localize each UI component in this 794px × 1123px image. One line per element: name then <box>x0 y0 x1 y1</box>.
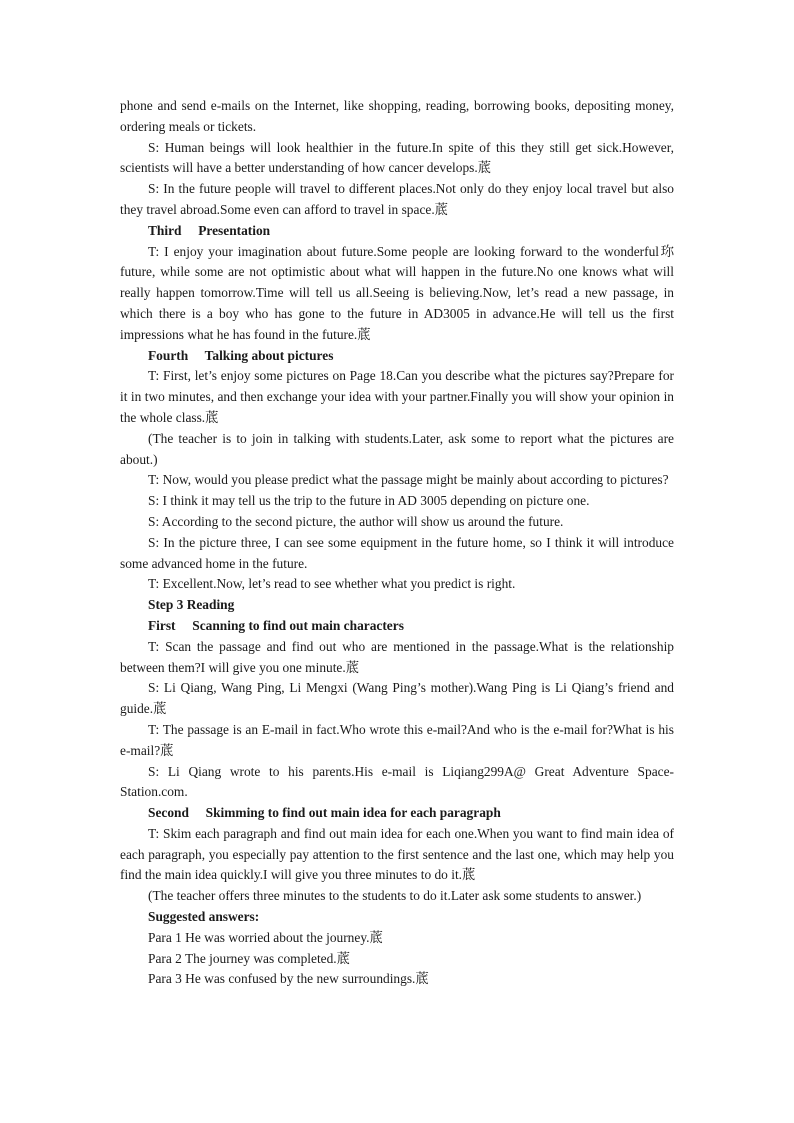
paragraph: (The teacher is to join in talking with students.Later, ask some to report what the pictures are about.) <box>120 430 674 467</box>
paragraph: (The teacher offers three minutes to the students to do it.Later ask some students to answer.) <box>148 888 642 904</box>
answer-item: Para 1 He was worried about the journey.菧 <box>148 929 383 945</box>
paragraph: T: Skim each paragraph and find out main idea for each one.When you want to find main idea of each paragraph, you especially pay attention to the first sentence and the last one, which may help you find the main idea quickly.I will give you three minutes to do it.菧 <box>120 825 674 883</box>
paragraph: T: First, let’s enjoy some pictures on Page 18.Can you describe what the pictures say?Prepare for it in two minutes, and then exchange your idea with your partner.Finally you will show your opinion in the whole class.菧 <box>120 368 674 425</box>
section-heading: Fourth Talking about pictures <box>148 347 334 363</box>
paragraph: T: I enjoy your imagination about future.Some people are looking forward to the wonderful珎 future, while some are not optimistic about what will happen in the future.No one knows what will really happen tomorrow.Time will tell us all.Seeing is believing.Now, let’s read a new passage, in which there is a boy who has gone to the future in AD3005 in advance.He will tell us the first impressions what he has found in the future.菧 <box>120 243 674 342</box>
section-heading: Third Presentation <box>148 222 271 238</box>
step-heading: Step 3 Reading <box>148 597 235 613</box>
answers-heading: Suggested answers: <box>148 909 260 925</box>
paragraph: T: Scan the passage and find out who are mentioned in the passage.What is the relationship between them?I will give you one minute.菧 <box>120 638 674 675</box>
answer-item: Para 3 He was confused by the new surroundings.菧 <box>148 971 429 987</box>
paragraph: S: I think it may tell us the trip to the future in AD 3005 depending on picture one. <box>148 493 590 509</box>
section-heading: Second Skimming to find out main idea for each paragraph <box>148 805 501 821</box>
paragraph: S: In the future people will travel to different places.Not only do they enjoy local travel but also they travel abroad.Some even can afford to travel in space.菧 <box>120 181 674 217</box>
document-page <box>120 96 674 990</box>
paragraph: S: Li Qiang, Wang Ping, Li Mengxi (Wang Ping’s mother).Wang Ping is Li Qiang’s friend and guide.菧 <box>120 680 674 717</box>
paragraph: T: Excellent.Now, let’s read to see whether what you predict is right. <box>148 576 516 592</box>
paragraph: T: The passage is an E-mail in fact.Who wrote this e-mail?And who is the e-mail for?What is his e-mail?菧 <box>120 721 674 758</box>
section-heading: First Scanning to find out main characters <box>148 617 404 633</box>
paragraph: phone and send e-mails on the Internet, like shopping, reading, borrowing books, depositing money, ordering meals or tickets. <box>120 98 674 134</box>
paragraph: T: Now, would you please predict what the passage might be mainly about according to pictures? <box>148 472 669 488</box>
paragraph: S: In the picture three, I can see some equipment in the future home, so I think it will introduce some advanced home in the future. <box>120 534 674 571</box>
paragraph: S: Li Qiang wrote to his parents.His e-mail is Liqiang299A@ Great Adventure Space-Station.com. <box>120 763 674 800</box>
paragraph: S: According to the second picture, the author will show us around the future. <box>148 513 564 529</box>
paragraph: S: Human beings will look healthier in the future.In spite of this they still get sick.However, scientists will have a better understanding of how cancer develops.菧 <box>120 139 674 176</box>
answer-item: Para 2 The journey was completed.菧 <box>148 950 351 966</box>
